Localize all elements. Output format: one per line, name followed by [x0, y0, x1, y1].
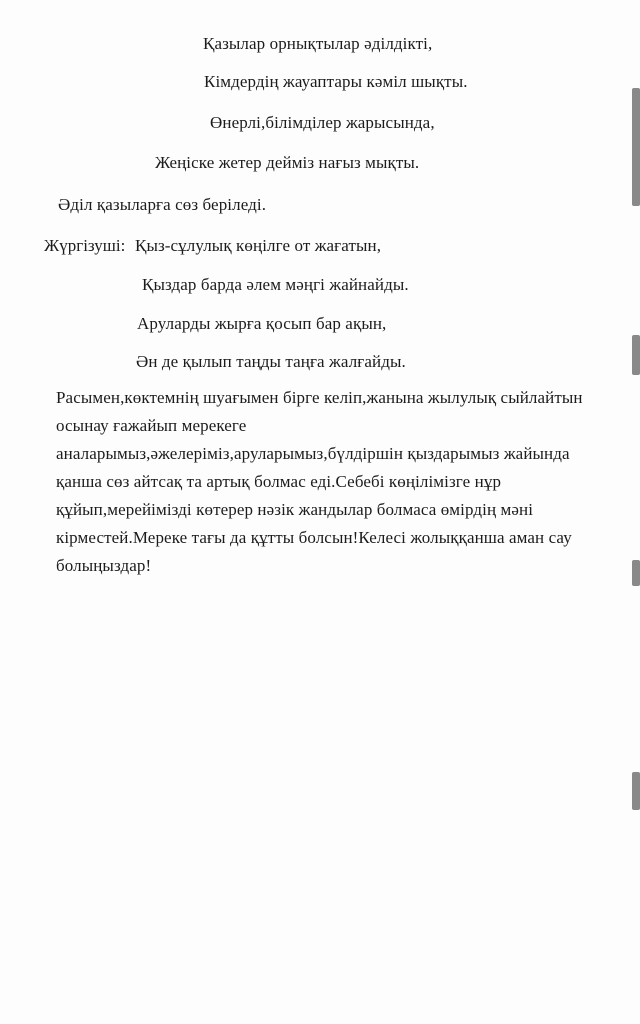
scan-edge-mark: [632, 335, 640, 375]
prose-line: болыңыздар!: [56, 556, 152, 575]
poem-line: Аруларды жырға қосып бар ақын,: [137, 314, 387, 333]
poem-line: Қыздар барда әлем мәңгі жайнайды.: [142, 275, 409, 294]
prose-line: құйып,мерейімізді көтерер нәзік жандылар болмаса өмірдің мәні: [56, 500, 534, 519]
prose-line: аналарымыз,әжелеріміз,аруларымыз,бүлдіршін қыздарымыз жайында: [56, 444, 570, 463]
poem-line: Өнерлі,білімділер жарысында,: [210, 113, 435, 132]
poem-line: Жеңіске жетер дейміз нағыз мықты.: [155, 153, 420, 172]
scan-edge-mark: [632, 88, 640, 206]
scan-edge-mark: [632, 560, 640, 586]
speaker-label: Жүргізуші:: [44, 236, 126, 255]
announcement: Әділ қазыларға сөз беріледі.: [58, 195, 267, 214]
poem-line: Қыз-сұлулық көңілге от жағатын,: [135, 236, 382, 255]
prose-line: Расымен,көктемнің шуағымен бірге келіп,жанына жылулық сыйлайтын: [56, 388, 583, 407]
prose-line: кірместей.Мереке тағы да құтты болсын!Келесі жолыққанша аман сау: [56, 528, 572, 547]
scan-edge-mark: [632, 772, 640, 810]
prose-line: қанша сөз айтсақ та артық болмас еді.Себебі көңілімізге нұр: [56, 472, 502, 491]
prose-line: осынау ғажайып мерекеге: [56, 416, 247, 435]
poem-line: Кімдердің жауаптары кәміл шықты.: [204, 72, 468, 91]
poem-line: Ән де қылып таңды таңға жалғайды.: [136, 352, 406, 371]
poem-line: Қазылар орнықтылар әділдікті,: [203, 34, 433, 53]
